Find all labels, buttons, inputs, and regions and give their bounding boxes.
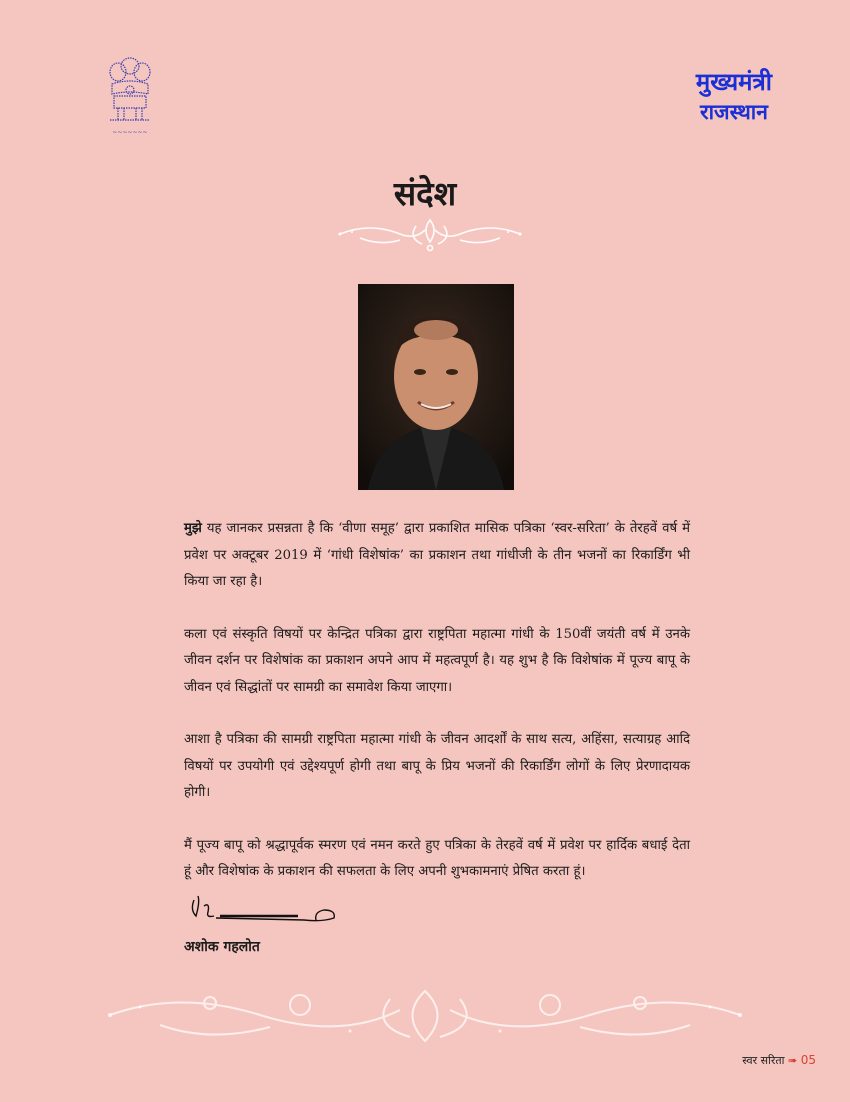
signer-name: अशोक गहलोत [184,939,260,955]
page-title: संदेश [393,174,457,213]
paragraph-2: कला एवं संस्कृति विषयों पर केन्द्रित पत्रिका द्वारा राष्ट्रपिता महात्मा गांधी के 150वीं जयंती वर्ष में उनके जीवन दर्शन पर विशेषांक का प्रकाशन अपने आप में महत्वपूर्ण है। यह शुभ है कि विशेषांक में पूज्य बापू के जीवन एवं सिद्धांतों पर सामग्री का समावेश किया जाएगा। [184,626,690,695]
state-emblem-icon [104,54,156,140]
paragraph-3: आशा है पत्रिका की सामग्री राष्ट्रपिता महात्मा गांधी के जीवन आदर्शों के साथ सत्य, अहिंसा, सत्याग्रह आदि विषयों पर उपयोगी एवं उद्देश्यपूर्ण होगी तथा बापू के प्रिय भजनों की रिकार्डिंग लोगों के लिए प्रेरणादायक होगी। [184,732,690,800]
paragraph-1-text: यह जानकर प्रसन्नता है कि ‘वीणा समूह’ द्वारा प्रकाशित मासिक पत्रिका ‘स्वर-सरिता’ के तेरहवें वर्ष में प्रवेश पर अक्टूबर 2019 में ‘गांधी विशेषांक’ का प्रकाशन तथा गांधीजी के तीन भजनों का रिकार्डिंग भी किया जा रहा है। [184,521,690,589]
office-state: राजस्थान [699,100,768,124]
paragraph-4: मैं पूज्य बापू को श्रद्धापूर्वक स्मरण एवं नमन करते हुए पत्रिका के तेरहवें वर्ष में प्रवेश पर हार्दिक बधाई देता हूं और विशेषांक के प्रकाशन की सफलता के लिए अपनी शुभकामनाएं प्रेषित करता हूं। [184,837,690,879]
arrow-icon: ➠ [788,1054,798,1067]
svg-text:~~~~~~~: ~~~~~~~ [112,129,148,136]
page-footer [742,1053,816,1068]
portrait-photo [358,284,514,490]
decorative-flourish-icon [330,212,530,256]
paragraph-1 [184,516,690,596]
portrait-image [358,284,514,490]
magazine-name: स्वर सरिता [742,1054,785,1067]
message-body [184,516,690,912]
office-heading [696,66,772,126]
handwritten-signature [186,888,346,928]
paragraph-1-lead: मुझे [184,521,202,536]
page-number: 05 [800,1053,816,1067]
decorative-flourish-bottom-icon [100,985,750,1045]
office-title: मुख्यमंत्री [695,68,772,96]
